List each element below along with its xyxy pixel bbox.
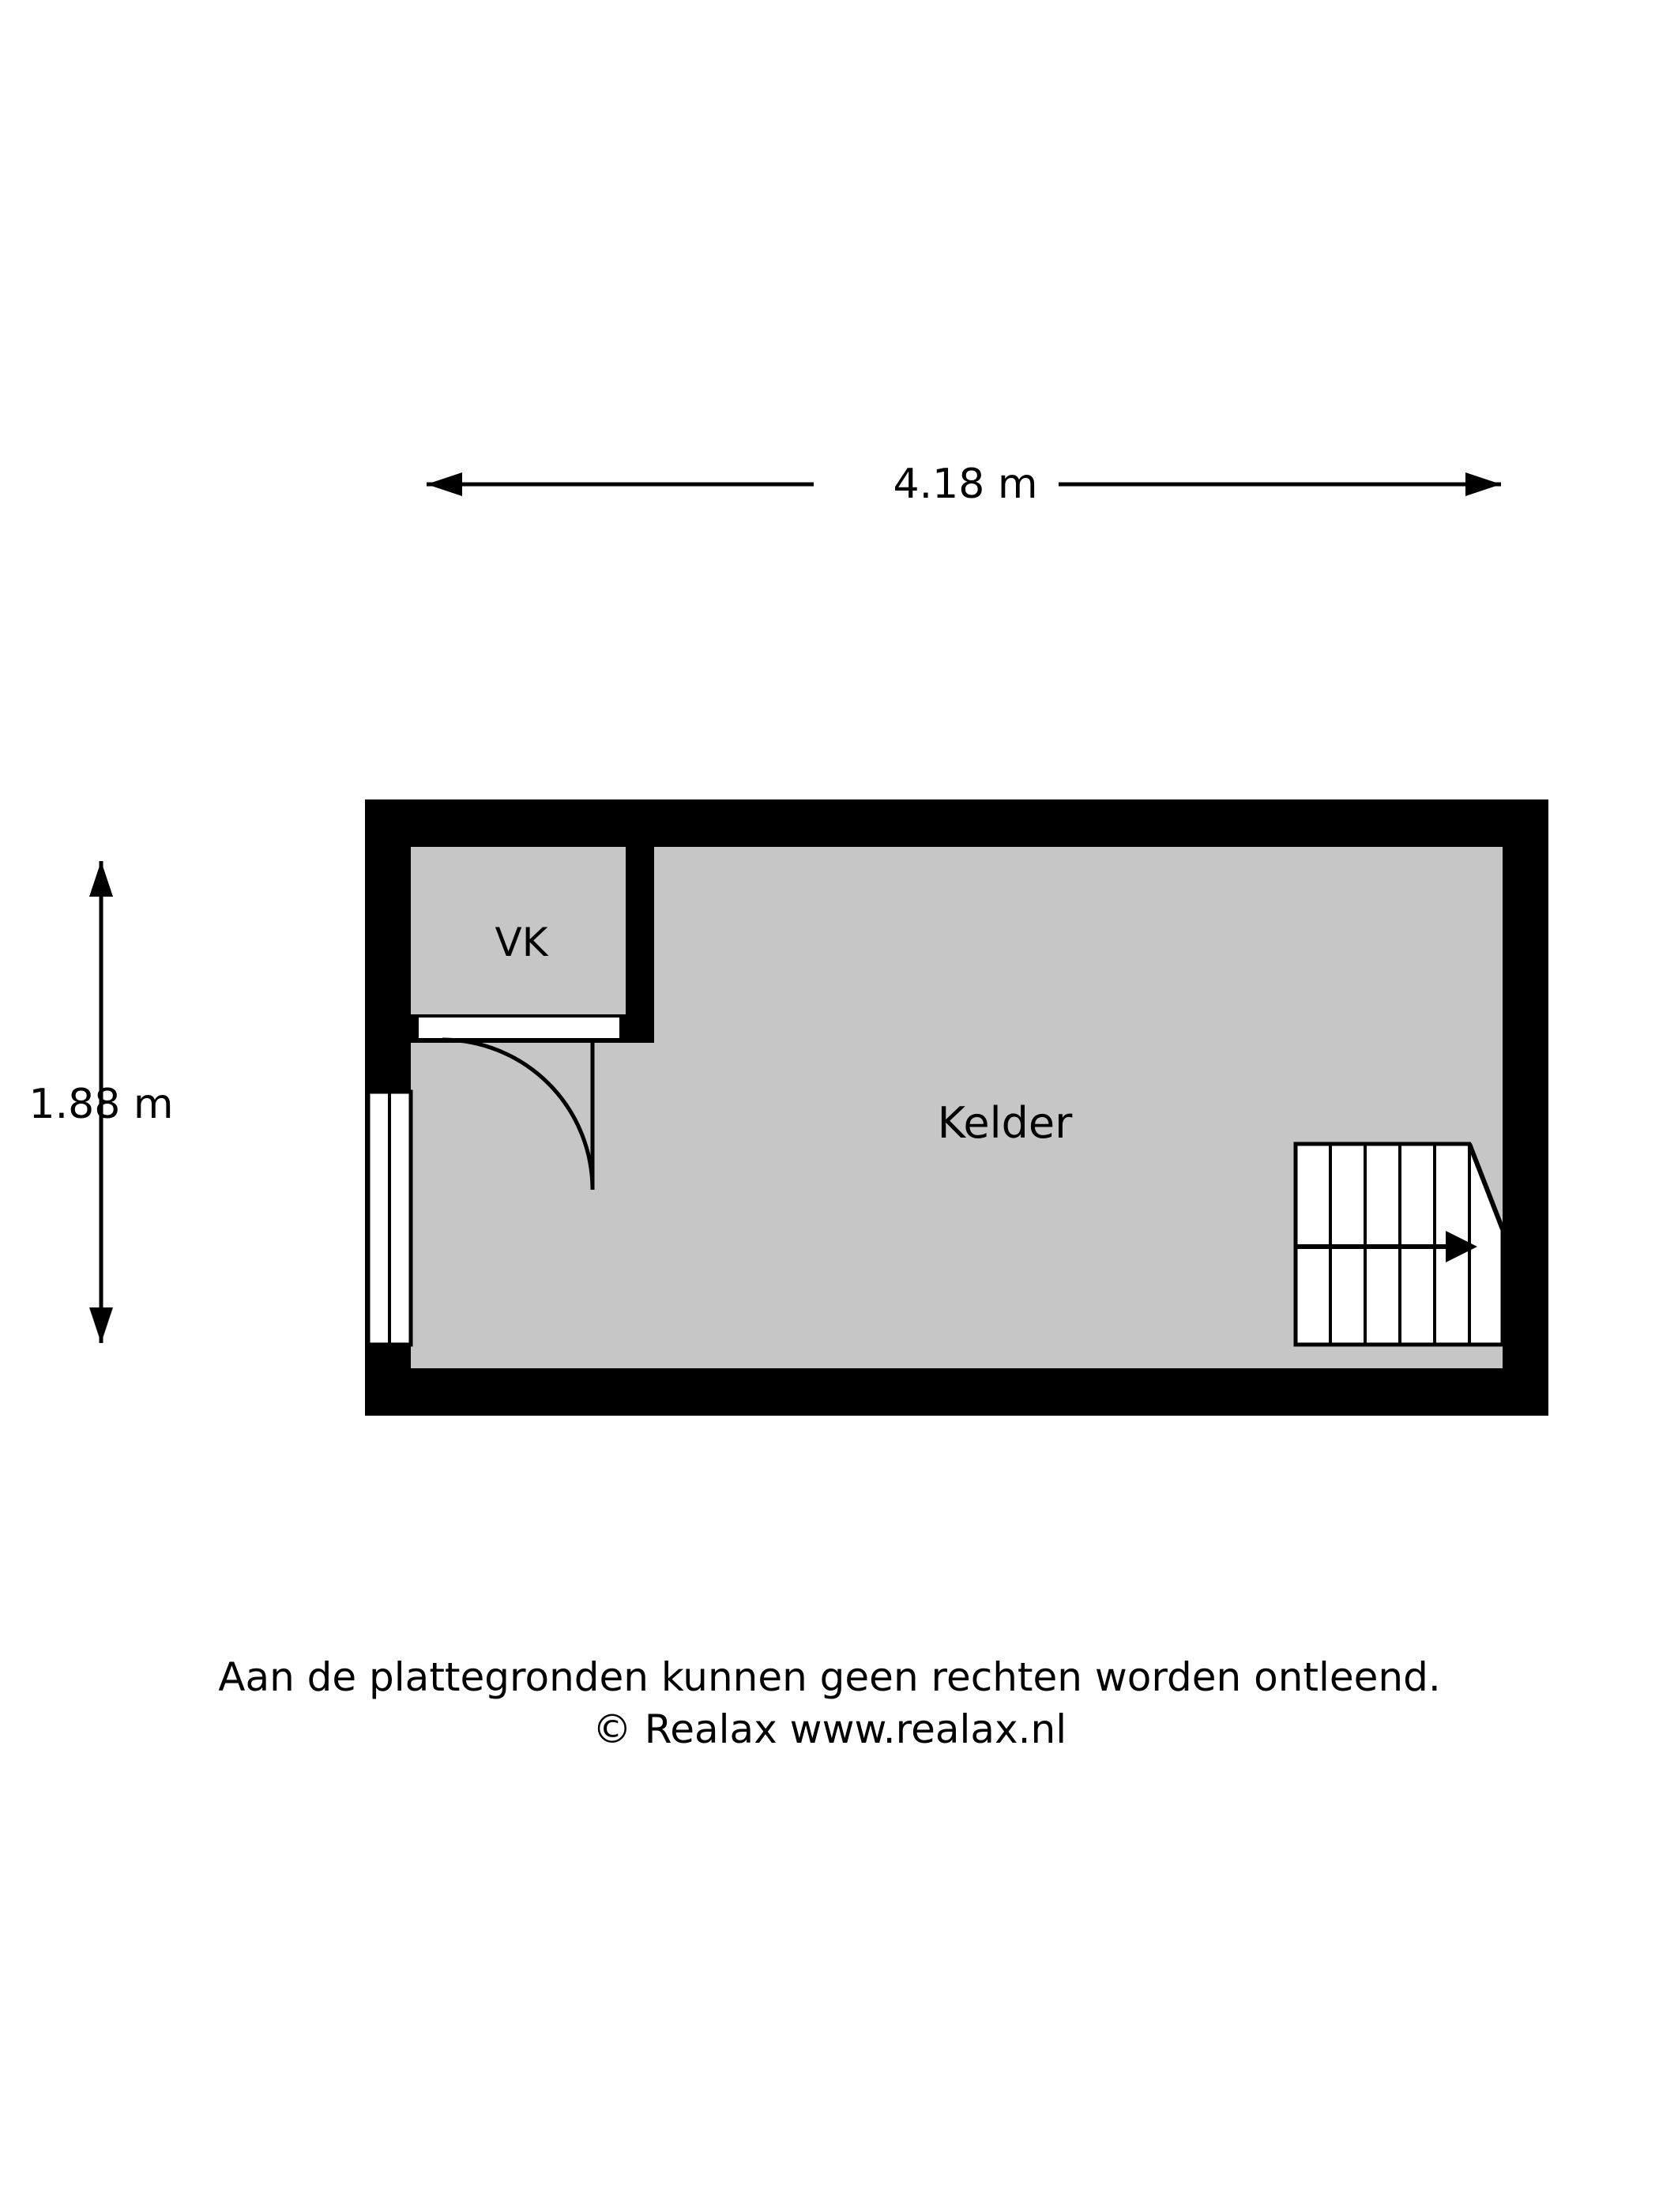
dimension-height-label: 1.88 m xyxy=(28,1081,174,1128)
room-label-vk: VK xyxy=(495,920,548,965)
staircase-up xyxy=(1296,1144,1503,1345)
footer-line-2: © Realax www.realax.nl xyxy=(592,1706,1067,1752)
footer-disclaimer xyxy=(0,1651,1659,1755)
window xyxy=(368,1092,411,1345)
footer-line-1: Aan de plattegronden kunnen geen rechten worden ontleend. xyxy=(218,1654,1441,1700)
vk-partition-wall-right xyxy=(624,837,654,1043)
dimension-width-label: 4.18 m xyxy=(893,461,1038,508)
room-label-kelder: Kelder xyxy=(937,1098,1073,1148)
